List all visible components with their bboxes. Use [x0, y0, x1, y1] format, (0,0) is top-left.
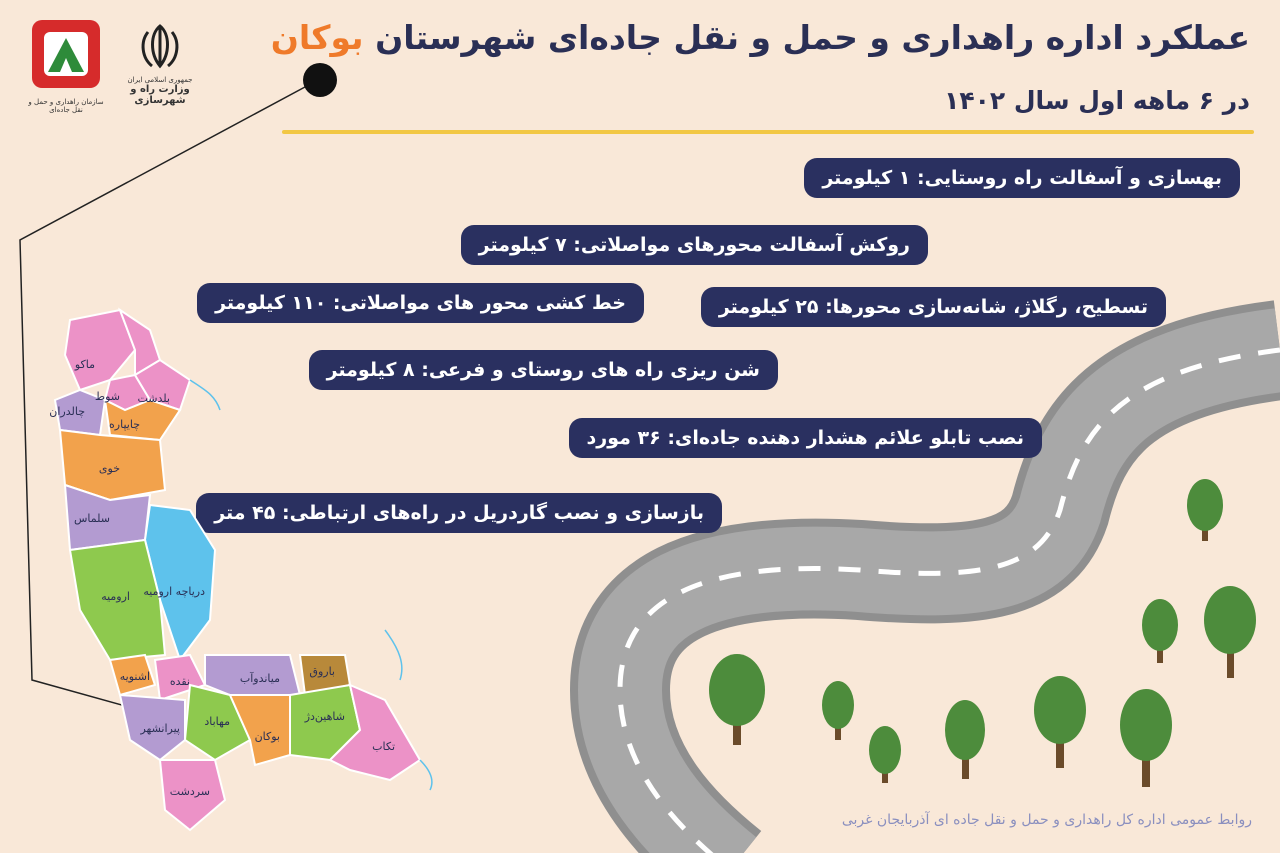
map-label-baruq: باروق	[309, 665, 335, 678]
title-city: بوکان	[270, 18, 364, 57]
tree-icon	[1142, 599, 1178, 663]
stat-warning-signs: نصب تابلو علائم هشدار دهنده جاده‌ای: ۳۶ مورد	[569, 418, 1042, 458]
map-label-lake: دریاچه ارومیه	[143, 585, 205, 598]
tree-icon	[869, 726, 901, 783]
map-label-bukan: بوکان	[254, 730, 280, 743]
map-label-mahabad: مهاباد	[204, 715, 230, 728]
tree-icon	[1034, 676, 1086, 768]
ministry-line2: وزارت راه و شهرسازی	[130, 84, 190, 106]
map-label-naqadeh: نقده	[169, 675, 190, 688]
province-map	[40, 300, 440, 840]
title-main: عملکرد اداره راهداری و حمل و نقل جاده‌ای شهرستان	[375, 18, 1250, 57]
connector-dot	[303, 63, 337, 97]
map-label-oshnavieh: اشنویه	[119, 670, 150, 683]
map-label-piranshahr: پیرانشهر	[140, 722, 180, 735]
stat-guardrail: بازسازی و نصب گاردریل در راه‌های ارتباطی: ۴۵ متر	[196, 493, 722, 533]
map-label-maku: ماکو	[74, 358, 95, 371]
map-label-chaldoran: چالدران	[49, 405, 85, 418]
map-label-poldasht: بلدشت	[137, 392, 170, 405]
page-subtitle: در ۶ ماهه اول سال ۱۴۰۲	[944, 86, 1250, 115]
tree-icon	[709, 654, 765, 745]
stat-rural-road-paving: بهسازی و آسفالت راه روستایی: ۱ کیلومتر	[804, 158, 1240, 198]
map-label-khoy: خوی	[98, 462, 120, 475]
map-label-miandoab: میاندوآب	[239, 672, 280, 685]
footer-credit: روابط عمومی اداره کل راهداری و حمل و نقل جاده ای آذربایجان غربی	[841, 812, 1252, 828]
org-name: سازمان راهداری و حمل و نقل جاده‌ای	[28, 98, 104, 114]
map-label-chaypareh: چایپاره	[109, 418, 140, 431]
map-label-shahindezh: شاهین‌دژ	[304, 710, 345, 723]
map-label-showt: شوط	[94, 390, 120, 403]
stat-asphalt-overlay: روکش آسفالت محورهای مواصلاتی: ۷ کیلومتر	[461, 225, 928, 265]
tree-icon	[945, 700, 985, 779]
stat-gravel-spreading: شن ریزی راه های روستای و فرعی: ۸ کیلومتر	[309, 350, 778, 390]
map-label-takab: تکاب	[372, 740, 395, 753]
tree-icon	[1204, 586, 1256, 678]
tree-icon	[822, 681, 854, 740]
tree-icon	[1187, 479, 1223, 541]
stat-road-marking: خط کشی محور های مواصلاتی: ۱۱۰ کیلومتر	[197, 283, 644, 323]
ministry-line1: جمهوری اسلامی ایران	[127, 76, 193, 84]
map-label-sardasht: سردشت	[169, 785, 210, 798]
map-label-salmas: سلماس	[74, 512, 110, 525]
tree-icon	[1120, 689, 1172, 787]
map-label-urmia: ارومیه	[101, 590, 130, 603]
stat-grading-shoulder: تسطیح، رگلاژ، شانه‌سازی محورها: ۲۵ کیلومتر	[701, 287, 1166, 327]
trees-illustration	[700, 470, 1280, 810]
